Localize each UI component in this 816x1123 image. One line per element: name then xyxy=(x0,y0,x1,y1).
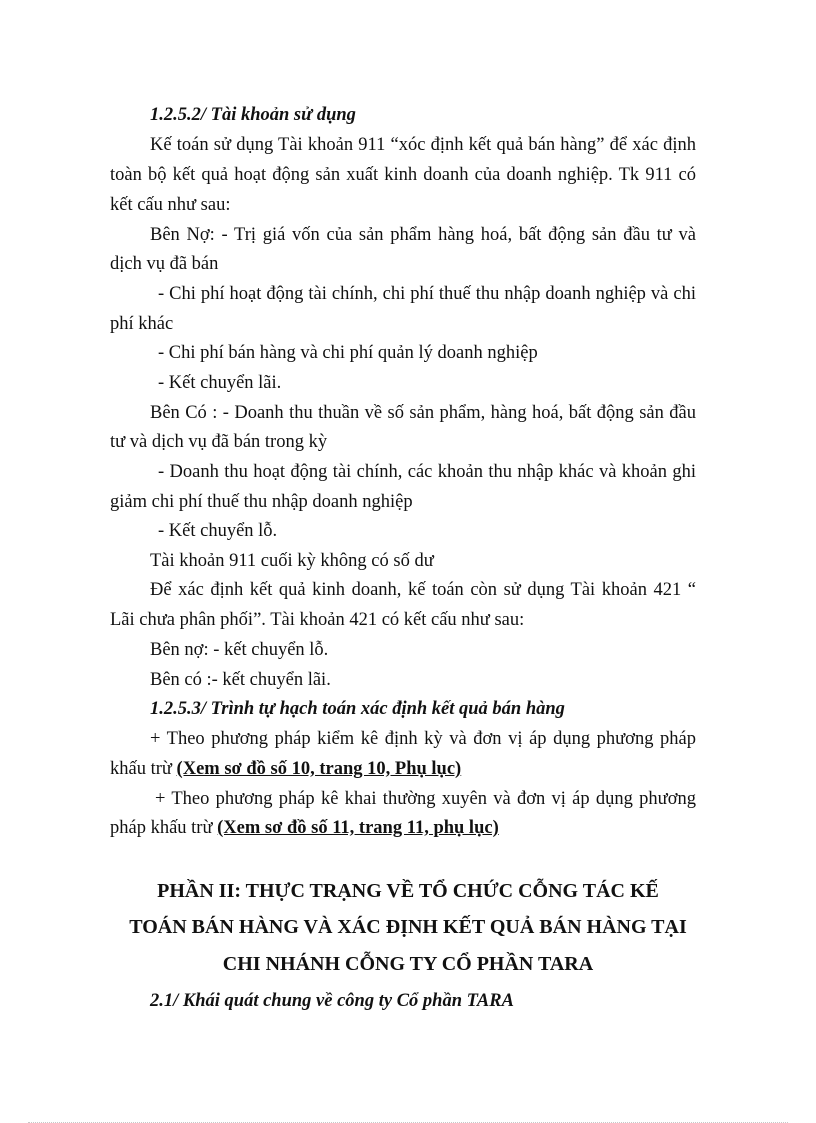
debit-side-line: Bên Nợ: - Trị giá vốn của sản phẩm hàng hoá, bất động sản đầu tư và xyxy=(150,225,696,245)
part-2-title-line: CHI NHÁNH CỖNG TY CỔ PHẦN TARA xyxy=(222,953,594,975)
section-heading-1-2-5-2: 1.2.5.2/ Tài khoản sử dụng xyxy=(150,105,356,125)
credit-side-line: tư và dịch vụ đã bán trong kỳ xyxy=(110,432,328,452)
credit-side-line: Bên Có : - Doanh thu thuần về số sản phẩm, hàng hoá, bất động sản đầu xyxy=(150,403,696,423)
credit-side-line: giảm chi phí thuế thu nhập doanh nghiệp xyxy=(110,492,413,512)
section-heading-2-1: 2.1/ Khái quát chung về công ty Cổ phần TARA xyxy=(150,991,514,1011)
debit-side-line: dịch vụ đã bán xyxy=(110,254,219,274)
part-2-title-line: TOÁN BÁN HÀNG VÀ XÁC ĐỊNH KẾT QUẢ BÁN HÀNG TẠI xyxy=(129,916,687,938)
section-heading-1-2-5-3: 1.2.5.3/ Trình tự hạch toán xác định kết quả bán hàng xyxy=(150,699,565,719)
credit-side-line: - Kết chuyển lỗ. xyxy=(158,521,278,541)
appendix-ref-diagram-11[interactable]: (Xem sơ đồ số 11, trang 11, phụ lục) xyxy=(217,818,499,838)
method-periodic-line: + Theo phương pháp kiểm kê định kỳ và đơn vị áp dụng phương pháp xyxy=(150,729,696,749)
paragraph-421-line: Lãi chưa phân phối”. Tài khoản 421 có kết cấu như sau: xyxy=(110,610,525,630)
part-2-title-line: PHẦN II: THỰC TRẠNG VỀ TỔ CHỨC CỖNG TÁC KẾ xyxy=(157,880,659,902)
paragraph-421-line: Để xác định kết quả kinh doanh, kế toán còn sử dụng Tài khoản 421 “ xyxy=(150,580,696,600)
paragraph-911-line: toàn bộ kết quả hoạt động sản xuất kinh doanh của doanh nghiệp. Tk 911 có xyxy=(110,165,696,185)
paragraph-911-line: Kế toán sử dụng Tài khoản 911 “xóc định kết quả bán hàng” để xác định xyxy=(150,135,696,155)
debit-side-line: - Chi phí hoạt động tài chính, chi phí thuế thu nhập doanh nghiệp và chi xyxy=(158,284,696,304)
method-perpetual-line xyxy=(110,817,499,839)
debit-side-line: - Chi phí bán hàng và chi phí quản lý doanh nghiệp xyxy=(158,343,538,363)
paragraph-911-balance: Tài khoản 911 cuối kỳ không có số dư xyxy=(150,551,434,571)
debit-side-line: phí khác xyxy=(110,314,174,334)
paragraph-421-credit: Bên có :- kết chuyển lãi. xyxy=(150,670,331,690)
method-periodic-text: khấu trừ xyxy=(110,759,177,779)
method-perpetual-line: + Theo phương pháp kê khai thường xuyên và đơn vị áp dụng phương xyxy=(155,789,696,809)
paragraph-421-debit: Bên nợ: - kết chuyển lỗ. xyxy=(150,640,329,660)
method-periodic-line xyxy=(110,758,461,780)
method-perpetual-text: pháp khấu trừ xyxy=(110,818,218,838)
appendix-ref-diagram-10[interactable]: (Xem sơ đồ số 10, trang 10, Phụ lục) xyxy=(176,759,462,779)
paragraph-911-line: kết cấu như sau: xyxy=(110,195,231,215)
debit-side-line: - Kết chuyển lãi. xyxy=(158,373,282,393)
credit-side-line: - Doanh thu hoạt động tài chính, các khoản thu nhập khác và khoản ghi xyxy=(158,462,696,482)
